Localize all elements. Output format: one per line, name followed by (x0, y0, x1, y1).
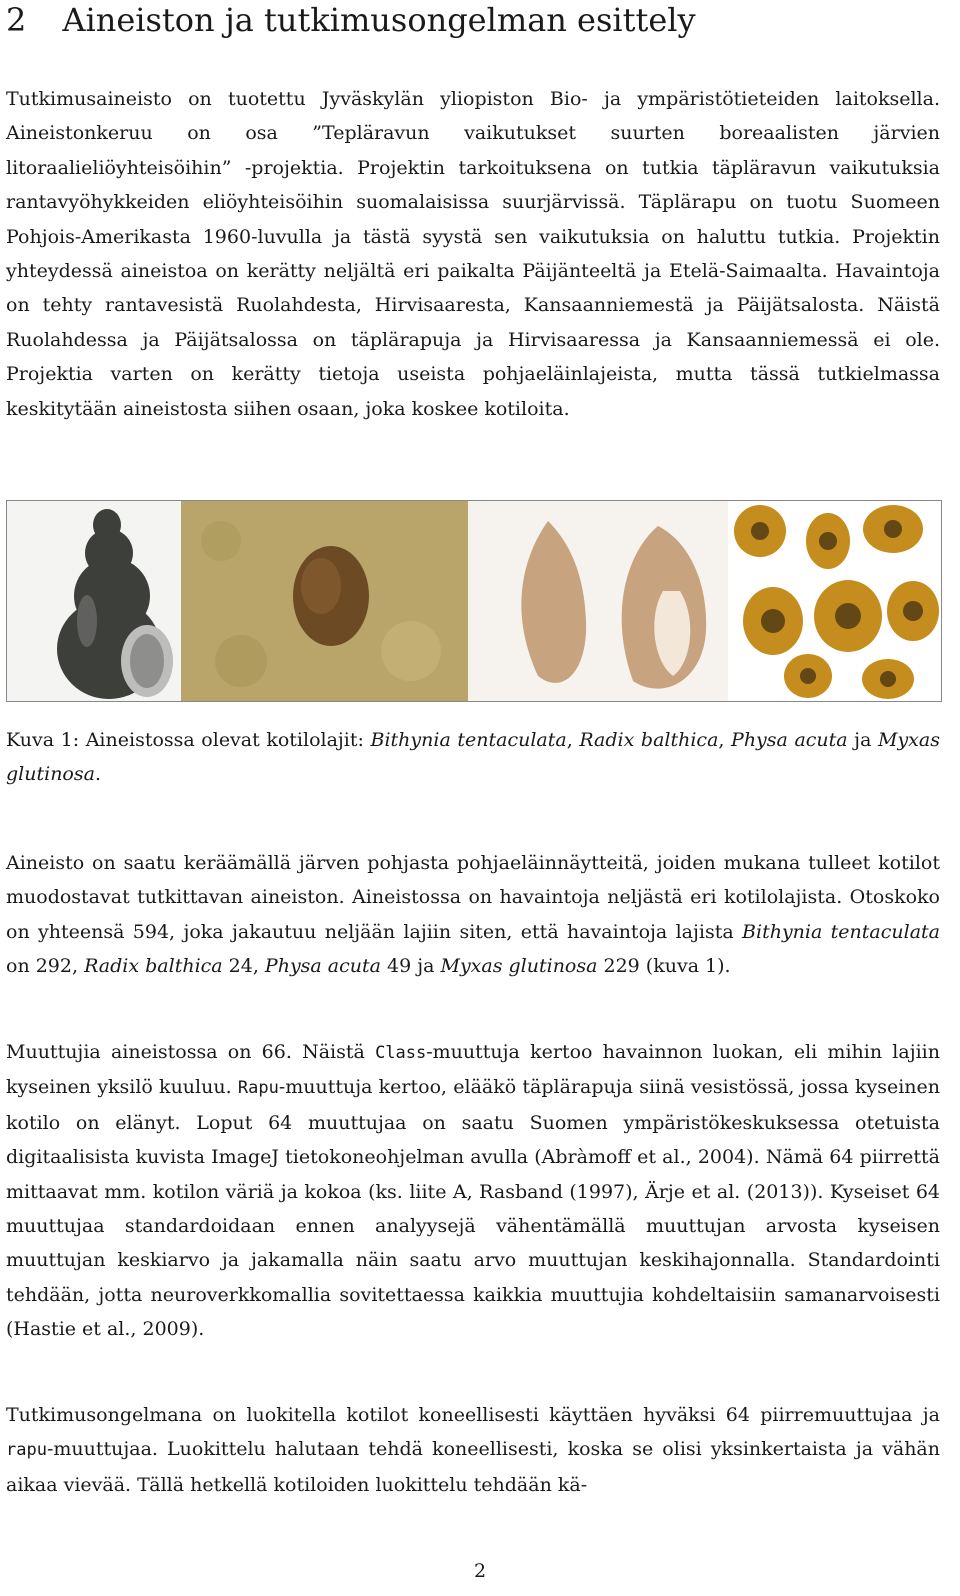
variable-name: rapu (6, 1440, 47, 1461)
text-run: -muuttujaa. Luokittelu halutaan tehdä koneellisesti, koska se olisi yksinkertaista ja vähän aikaa vievää. Tällä hetkellä kotiloiden luokittelu tehdään kä- (6, 1438, 940, 1496)
italic-term: Radix balthica (579, 729, 719, 751)
figure-panel-physa (468, 501, 728, 701)
italic-term: Bithynia tentaculata (370, 729, 567, 751)
section-number: 2 (6, 1, 27, 39)
text-run: . (94, 763, 101, 785)
text-run: Tutkimusongelmana on luokitella kotilot koneellisesti käyttäen hyväksi 64 piirremuuttujaa ja (6, 1404, 940, 1426)
figure-panel-radix (181, 501, 468, 701)
text-run: ja (847, 729, 878, 751)
figure-caption (6, 723, 940, 791)
variable-name: Rapu (237, 1078, 279, 1099)
physa-shell-image (468, 501, 728, 701)
italic-term: Physa acuta (731, 729, 848, 751)
text-run: Kuva 1: Aineistossa olevat kotilolajit: (6, 729, 371, 751)
bithynia-shell-image (7, 501, 181, 701)
text-run: 49 ja (380, 955, 441, 978)
figure-panel-bithynia (7, 501, 181, 701)
paragraph-intro (6, 82, 940, 426)
paragraph-research-problem (6, 1398, 940, 1502)
variable-name: Class (375, 1043, 427, 1063)
text-run: 24, (222, 955, 265, 978)
text-run: Aineisto on saatu keräämällä järven pohjasta pohjaeläinnäytteitä, joiden mukana tulleet kotilot muodostavat tutkittavan aineiston. Aineistossa on havaintoja neljästä eri kotilolajista. Otoskoko on yhteensä 594, joka jakautuu neljään lajiin siten, että havaintoja lajista (6, 852, 940, 943)
italic-term: Bithynia tentaculata (742, 920, 940, 943)
text-run: Muuttujia aineistossa on 66. Näistä (6, 1041, 376, 1063)
text-run: , (718, 729, 732, 751)
italic-term: Myxas glutinosa (6, 729, 940, 785)
radix-shell-image (181, 501, 468, 701)
myxas-shell-image (728, 501, 941, 701)
paragraph-data-description (6, 846, 940, 984)
italic-term: Myxas glutinosa (440, 955, 598, 978)
figure-snail-species (6, 500, 942, 702)
figure-panel-myxas (728, 501, 941, 701)
text-run: Tutkimusaineisto on tuotettu Jyväskylän yliopiston Bio- ja ympäristötieteiden laitoksella. Aineistonkeruu on osa ”Tepläravun vaikutukset suurten boreaalisten järvien litoraalieliöyhteisöihin” -projektia. Projektin tarkoituksena on tutkia täpläravun vaikutuksia rantavyöhykkeiden eliöyhteisöihin suomalaisissa suurjärvissä. Täplärapu on tuotu Suomeen Pohjois-Amerikasta 1960-luvulla ja tästä syystä sen vaikutuksia on haluttu tutkia. Projektin yhteydessä aineistoa on kerätty neljältä eri paikalta Päijänteeltä ja Etelä-Saimaalta. Havaintoja on tehty rantavesistä Ruolahdesta, Hirvisaaresta, Kansaanniemestä ja Päijätsalosta. Näistä Ruolahdessa ja Päijätsalossa on täplärapuja ja Hirvisaaressa ja Kansaanniemessä ei ole. Projektia varten on kerätty tietoja useista pohjaeläinlajeista, mutta tässä tutkielmassa keskitytään aineistosta siihen osaan, joka koskee kotiloita. (6, 88, 940, 420)
paragraph-variables (6, 1035, 940, 1347)
section-heading (6, 0, 696, 40)
section-title: Aineiston ja tutkimusongelman esittely (62, 1, 696, 39)
text-run: , (566, 729, 580, 751)
text-run: -muuttuja kertoo, elääkö täplärapuja siinä vesistössä, jossa kyseinen kotilo on elänyt. Loput 64 muuttujaa on saatu Suomen ympäristökeskuksessa otetuista digitaalisista kuvista ImageJ tietokoneohjelman avulla (Abràmoff et al., 2004). Nämä 64 piirrettä mittaavat mm. kotilon väriä ja kokoa (ks. liite A, Rasband (1997), Ärje et al. (2013)). Kyseiset 64 muuttujaa standardoidaan ennen analyysejä vähentämällä muuttujan arvosta kyseisen muuttujan keskiarvo ja jakamalla näin saatu arvo muuttujan keskihajonnalla. Standardointi tehdään, jotta neuroverkkomallia sovitettaessa kaikkia muuttujia kohdeltaisiin samanarvoisesti (Hastie et al., 2009). (6, 1076, 941, 1341)
text-run: -muuttuja kertoo havainnon luokan, eli mihin lajiin kyseinen yksilö kuuluu. (6, 1041, 940, 1099)
italic-term: Physa acuta (264, 955, 381, 978)
text-run: 229 (kuva 1). (597, 955, 731, 978)
page-number: 2 (473, 1560, 487, 1582)
text-run: on 292, (6, 955, 85, 978)
italic-term: Radix balthica (84, 955, 223, 978)
